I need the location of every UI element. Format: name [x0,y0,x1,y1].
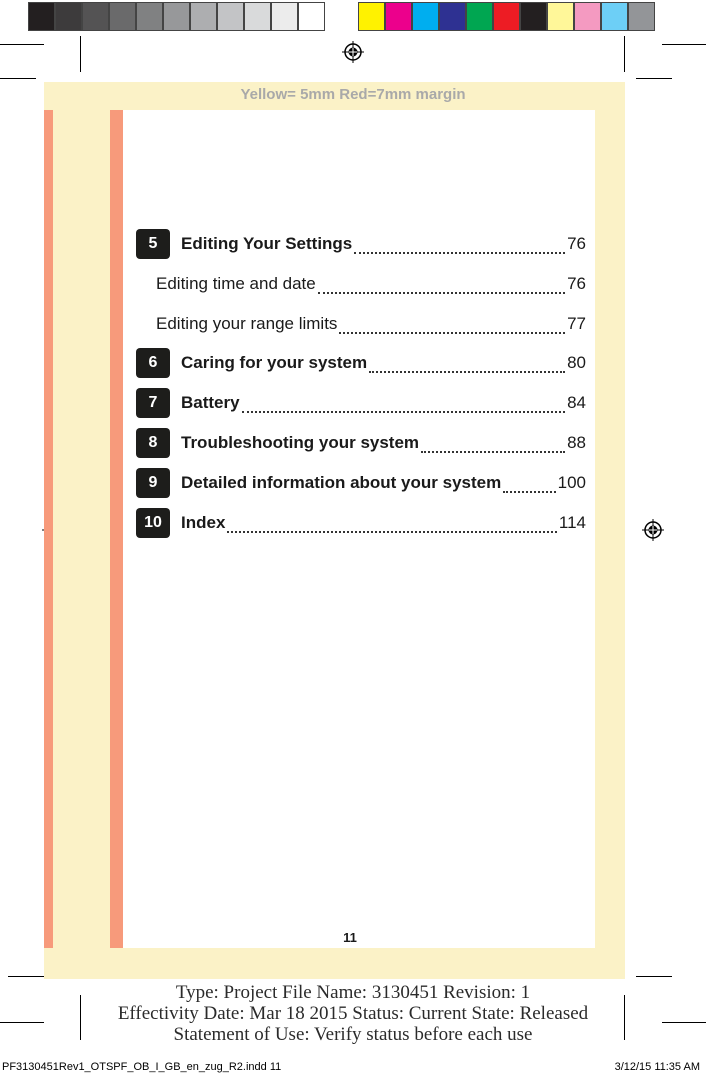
leader-dots [318,292,565,294]
color-swatch [628,2,655,31]
crop-mark [636,976,672,977]
toc-entry[interactable] [136,428,586,458]
color-swatch [466,2,493,31]
color-swatch [520,2,547,31]
toc-title: Editing time and date [156,274,316,293]
color-swatch [358,2,385,31]
toc-title: Battery [181,393,240,412]
color-swatch [601,2,628,31]
crop-mark [0,78,36,79]
crop-mark [0,44,44,45]
margin-label: Yellow= 5mm Red=7mm margin [240,86,466,103]
color-swatch [109,2,136,31]
chapter-badge: 5 [136,229,170,259]
color-swatch [412,2,439,31]
color-swatch [28,2,55,31]
color-swatch [190,2,217,31]
toc-title: Detailed information about your system [181,473,502,492]
color-swatch [439,2,466,31]
chapter-badge: 7 [136,388,170,418]
toc-subentry[interactable] [156,309,586,339]
color-swatch [136,2,163,31]
margin-guide-left [44,110,53,948]
registration-mark-icon [342,41,364,63]
leader-dots [369,371,565,373]
color-swatch [298,2,325,31]
toc-title: Caring for your system [181,353,368,372]
leader-dots [227,531,556,533]
leader-dots [354,252,565,254]
color-swatch [82,2,109,31]
color-swatch [217,2,244,31]
color-swatch [493,2,520,31]
toc-page: 88 [567,433,586,452]
doc-meta-line: Effectivity Date: Mar 18 2015 Status: Current State: Released [117,1003,589,1024]
leader-dots [242,411,565,413]
toc-page: 77 [567,314,586,333]
toc-entry[interactable] [136,468,586,498]
grayscale-color-bar [28,2,325,31]
color-swatch [574,2,601,31]
color-swatch [271,2,298,31]
leader-dots [421,451,565,453]
doc-meta-line: Statement of Use: Verify status before each use [173,1024,533,1045]
color-swatch [163,2,190,31]
chapter-badge: 6 [136,348,170,378]
toc-entry[interactable] [136,388,586,418]
leader-dots [503,491,555,493]
toc-subentry[interactable] [156,269,586,299]
registration-mark-icon [642,519,664,541]
crop-mark [80,36,81,72]
toc-title: Editing Your Settings [181,234,353,253]
leader-dots [339,332,565,334]
color-swatch [244,2,271,31]
toc-page: 84 [567,393,586,412]
doc-meta-line: Type: Project File Name: 3130451 Revision: 1 [175,982,531,1003]
crop-mark [8,976,44,977]
toc-title: Editing your range limits [156,314,338,333]
crop-mark [636,78,672,79]
chapter-badge: 8 [136,428,170,458]
toc-page: 76 [567,234,586,253]
margin-guide-inner [110,110,123,948]
toc-page: 100 [557,473,586,492]
toc-page: 114 [558,513,586,532]
footer-filename: PF3130451Rev1_OTSPF_OB_I_GB_en_zug_R2.indd 11 [2,1061,282,1073]
crop-mark [662,44,706,45]
toc-title: Troubleshooting your system [181,433,420,452]
toc-entry[interactable] [136,348,586,378]
toc-title: Index [181,513,226,532]
color-swatch [385,2,412,31]
toc-page: 76 [567,274,586,293]
color-swatch [55,2,82,31]
toc-entry[interactable] [136,229,586,259]
process-color-bar [358,2,655,31]
page-number: 11 [343,930,357,945]
toc-entry[interactable] [136,508,586,538]
crop-mark [624,36,625,72]
chapter-badge: 10 [136,508,170,538]
toc-page: 80 [567,353,586,372]
color-swatch [547,2,574,31]
chapter-badge: 9 [136,468,170,498]
footer-timestamp: 3/12/15 11:35 AM [614,1061,700,1073]
